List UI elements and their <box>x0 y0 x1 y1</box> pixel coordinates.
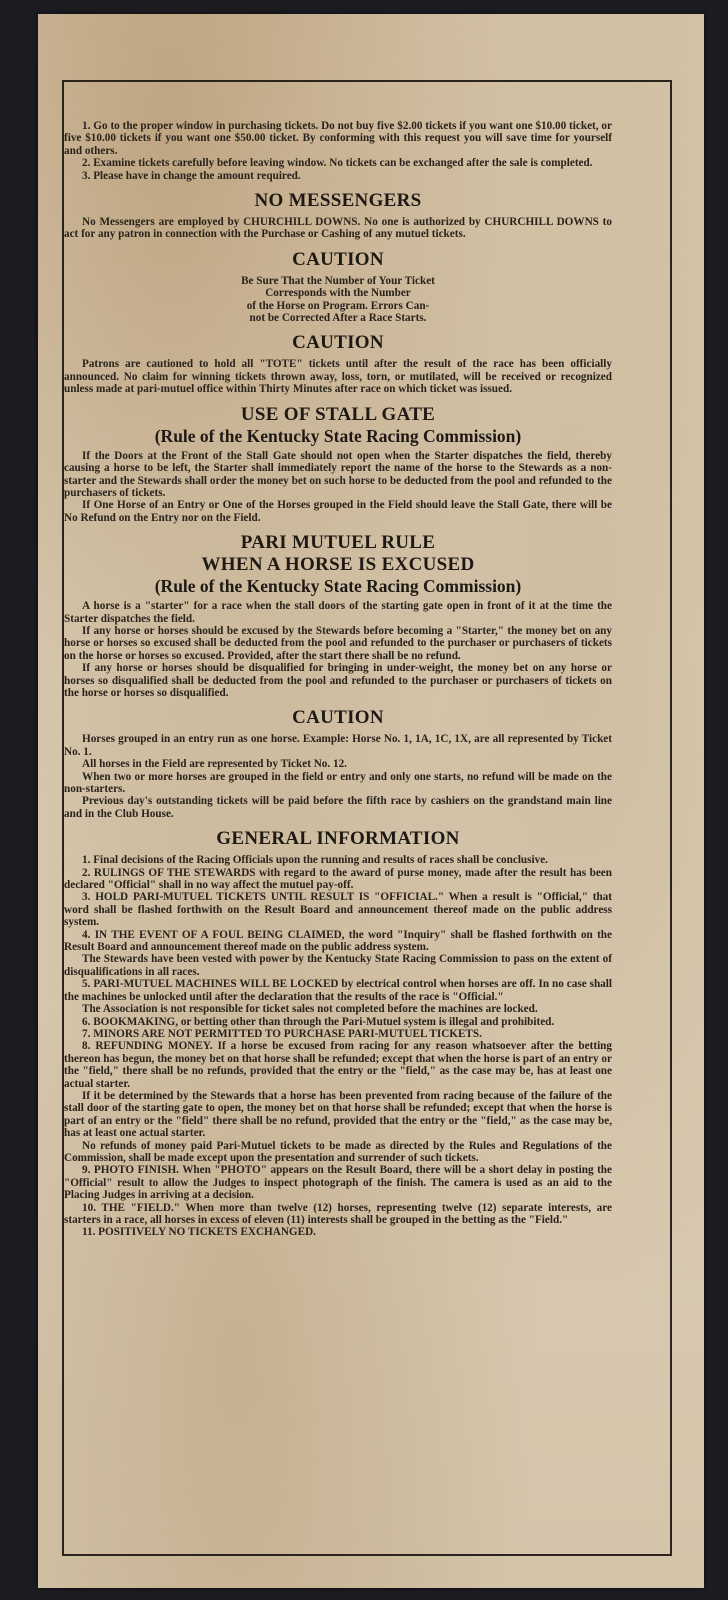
caution-line: Be Sure That the Number of Your Ticket <box>241 274 435 287</box>
intro-item-1: 1. Go to the proper window in purchasing tickets. Do not buy five $2.00 tickets if you want one $10.00 ticket, or five $10.00 tickets if you want one $50.00 ticket. By conforming with this request you will save time for yourself and others. <box>64 120 612 157</box>
section-heading-2: WHEN A HORSE IS EXCUSED <box>201 554 475 576</box>
section-text: No Messengers are employed by CHURCHILL DOWNS. No one is authorized by CHURCHILL DOWNS to act for any patron in connection with the Purchase or Cashing of any mutuel tickets. <box>64 216 612 241</box>
section-heading: CAUTION <box>292 248 384 270</box>
general-item: The Association is not responsible for ticket sales not completed before the machines are locked. <box>82 1003 538 1016</box>
general-item: 7. MINORS ARE NOT PERMITTED TO PURCHASE PARI-MUTUEL TICKETS. <box>82 1027 482 1040</box>
section-heading: USE OF STALL GATE <box>240 403 436 425</box>
section-heading: PARI MUTUEL RULE <box>240 532 436 554</box>
section-text: Patrons are cautioned to hold all "TOTE" tickets until after the result of the race has been officially announced. No claim for winning tickets thrown away, loss, torn, or mutilated, will be received or recognized unless made at pari-mutuel office within Thirty Minutes after race on which ticket was issued. <box>64 358 612 396</box>
section-subheading: (Rule of the Kentucky State Racing Commission) <box>154 576 522 597</box>
section-paragraph: If any horse or horses should be excused by the Stewards before becoming a "Starter," the money bet on any horse or horses so excused shall be deducted from the pool and refunded to the purchaser or purchasers of tickets on the horse or horses so excused. Provided, after the start there shall be no refund. <box>64 624 612 662</box>
intro-item-2: 2. Examine tickets carefully before leaving window. No tickets can be exchanged after the sale is completed. <box>82 157 593 170</box>
section-paragraph: Horses grouped in an entry run as one horse. Example: Horse No. 1, 1A, 1C, 1X, are all represented by Ticket No. 1. <box>64 733 612 758</box>
section-subheading: (Rule of the Kentucky State Racing Commission) <box>154 425 522 446</box>
caution-section-1 <box>64 249 612 325</box>
general-item: 1. Final decisions of the Racing Officials upon the running and results of races shall be conclusive. <box>82 854 548 867</box>
section-heading: GENERAL INFORMATION <box>216 828 460 850</box>
section-paragraph: If the Doors at the Front of the Stall Gate should not open when the Starter dispatches the field, thereby causing a horse to be left, the Starter shall immediately report the name of the horse to the Stewards as a non-starter and the Stewards shall order the money bet on such horse to be deducted from the pool and refunded to the purchasers of tickets. <box>64 449 612 499</box>
section-paragraph: If any horse or horses should be disqualified for bringing in under-weight, the money bet on any horse or horses so disqualified shall be deducted from the pool and refunded to the purchaser or purchasers of tickets on the horse or horses so disqualified. <box>64 662 612 699</box>
general-item: 4. IN THE EVENT OF A FOUL BEING CLAIMED, the word "Inquiry" shall be flashed forthwith on the Result Board and announcement thereof made on the public address system. <box>64 928 612 954</box>
section-paragraph: Previous day's outstanding tickets will be paid before the fifth race by cashiers on the grandstand main line and in the Club House. <box>64 795 612 820</box>
general-item: 6. BOOKMAKING, or betting other than through the Pari-Mutuel system is illegal and prohibited. <box>82 1015 555 1028</box>
general-item: The Stewards have been vested with power by the Kentucky State Racing Commission to pass on the extent of disqualifications in all races. <box>64 953 612 978</box>
general-item: If it be determined by the Stewards that a horse has been prevented from racing because of the failure of the stall door of the starting gate to open, the money bet on that horse shall be refunded; except that when the horse is part of an entry or the "field" there shall be no refund, provided that the entry or the "field," as the case may be, has at least one actual starter. <box>64 1089 612 1140</box>
intro-section <box>64 120 612 182</box>
general-item: 2. RULINGS OF THE STEWARDS with regard to the award of purse money, made after the result has been declared "Official" shall in no way affect the mutuel pay-off. <box>64 866 612 892</box>
general-item: 5. PARI-MUTUEL MACHINES WILL BE LOCKED by electrical control when horses are off. In no case shall the machines be unlocked until after the declaration that the results of the race is "Official." <box>64 978 612 1003</box>
caution-section-3 <box>64 707 612 820</box>
general-item: 10. THE "FIELD." When more than twelve (12) horses, representing twelve (12) separate interests, are starters in a race, all horses in excess of eleven (11) interests shall be grouped in the betting as the "Field." <box>64 1201 612 1226</box>
general-information-section <box>64 828 612 1239</box>
caution-line: of the Horse on Program. Errors Can- <box>246 299 430 312</box>
stall-gate-section <box>64 404 612 524</box>
section-paragraph: All horses in the Field are represented by Ticket No. 12. <box>82 758 347 771</box>
document-body <box>64 120 612 1239</box>
general-item: No refunds of money paid Pari-Mutuel tickets to be made as directed by the Rules and Regulations of the Commission, shall be made except upon the presentation and surrender of such tickets. <box>64 1139 612 1164</box>
general-item: 11. POSITIVELY NO TICKETS EXCHANGED. <box>82 1226 316 1239</box>
pari-mutuel-rule-section <box>64 532 612 699</box>
section-paragraph: A horse is a "starter" for a race when the stall doors of the starting gate open in front of it at the time the Starter dispatches the field. <box>64 600 612 625</box>
caution-line: Corresponds with the Number <box>265 287 411 300</box>
section-heading: CAUTION <box>292 332 384 354</box>
no-messengers-section <box>64 190 612 241</box>
intro-item-3: 3. Please have in change the amount required. <box>82 169 301 182</box>
general-item: 9. PHOTO FINISH. When "PHOTO" appears on the Result Board, there will be a short delay in posting the "Official" result to allow the Judges to inspect photograph of the finish. The camera is used as an aid to the Placing Judges in arriving at a decision. <box>64 1164 612 1202</box>
section-heading: CAUTION <box>292 707 384 729</box>
caution-section-2 <box>64 332 612 395</box>
section-paragraph: When two or more horses are grouped in the field or entry and only one starts, no refund will be made on the non-starters. <box>64 770 612 795</box>
section-paragraph: If One Horse of an Entry or One of the Horses grouped in the Field should leave the Stall Gate, there will be No Refund on the Entry nor on the Field. <box>64 499 612 524</box>
general-item: 3. HOLD PARI-MUTUEL TICKETS UNTIL RESULT IS "OFFICIAL." When a result is "Official," that word shall be flashed forthwith on the Result Board and announcement thereof made on the public address system. <box>64 891 612 929</box>
general-item: 8. REFUNDING MONEY. If a horse be excused from racing for any reason whatsoever after the betting thereon has begun, the money bet on that horse shall be refunded; except that when the horse is part of an entry or the "field," there shall be no refunds, provided that the entry or the "field," as the case may be, has at least one actual starter. <box>64 1040 612 1090</box>
caution-line: not be Corrected After a Race Starts. <box>249 312 427 325</box>
section-heading: NO MESSENGERS <box>254 190 422 212</box>
